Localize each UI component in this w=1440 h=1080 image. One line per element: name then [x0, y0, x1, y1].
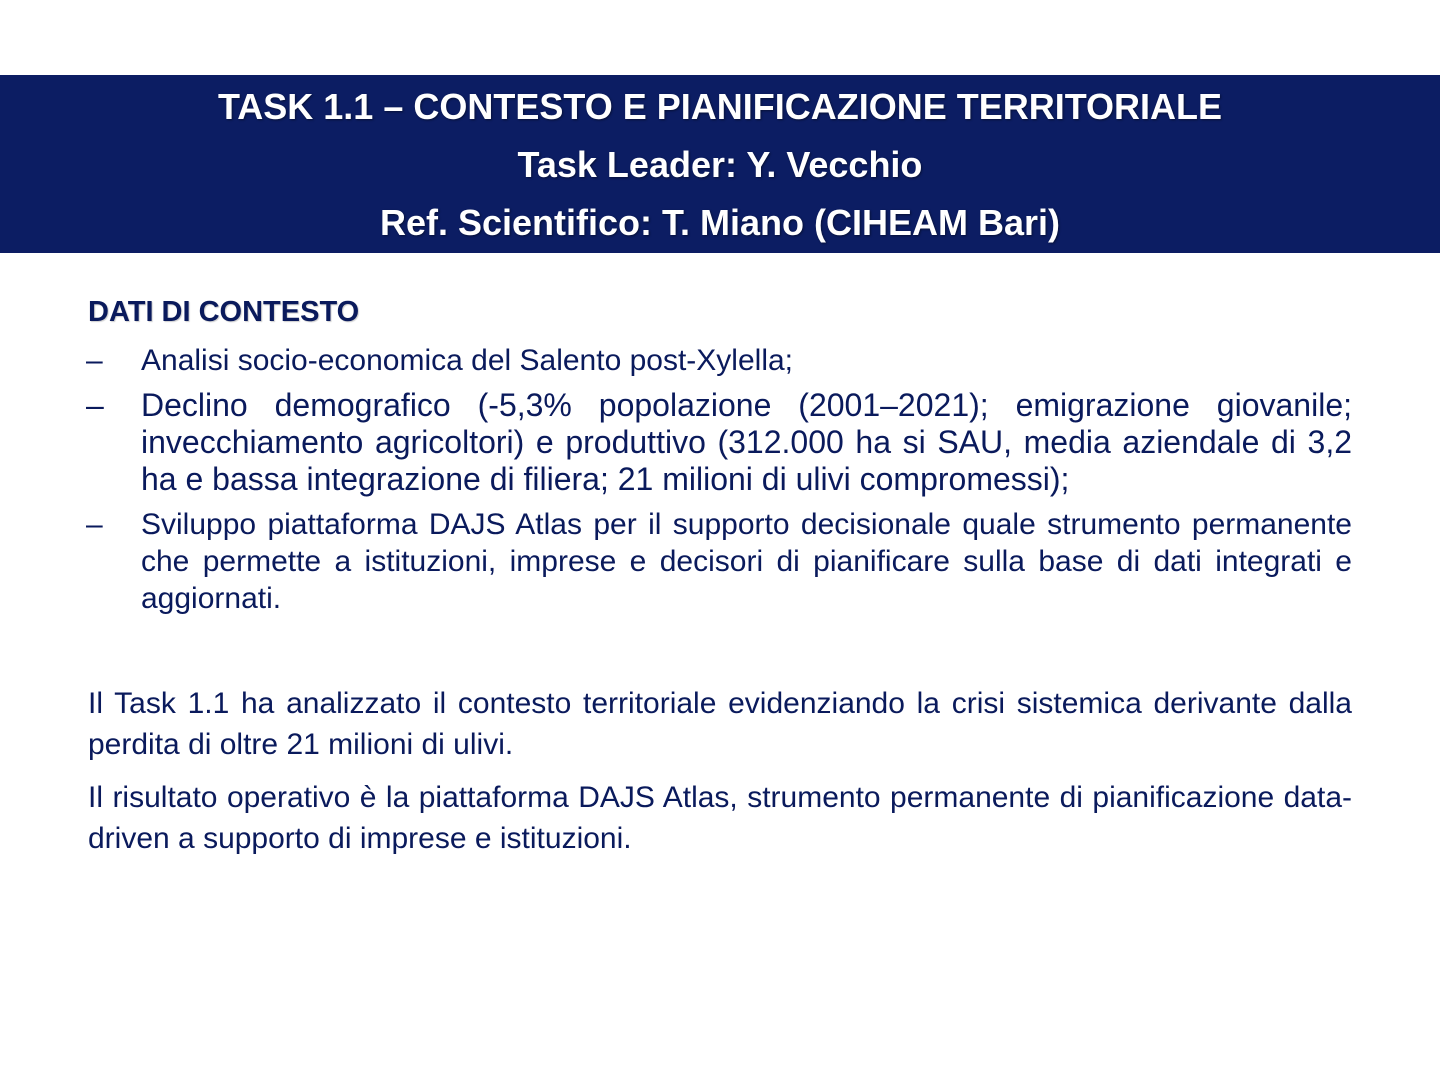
- summary-paragraph: Il Task 1.1 ha analizzato il contesto territoriale evidenziando la crisi sistemica derivante dalla perdita di oltre 21 milioni di ulivi.: [88, 687, 1352, 761]
- dash-bullet-icon: –: [86, 344, 103, 377]
- bullet-text: Sviluppo piattaforma DAJS Atlas per il supporto decisionale quale strumento permanente che permette a istituzioni, imprese e decisori di pianificare sulla base di dati integrati e aggiornati.: [141, 508, 1352, 615]
- slide-body: [88, 292, 1352, 871]
- dash-bullet-icon: –: [86, 387, 104, 423]
- list-item: [88, 387, 1352, 498]
- result-paragraph: Il risultato operativo è la piattaforma DAJS Atlas, strumento permanente di pianificazione data-driven a supporto di imprese e istituzioni.: [88, 781, 1352, 855]
- task-leader-line: Task Leader: Y. Vecchio: [517, 144, 923, 185]
- list-item: [88, 506, 1352, 617]
- section-heading: DATI DI CONTESTO: [88, 296, 360, 328]
- context-bullet-list: [88, 342, 1352, 617]
- title-banner: [0, 75, 1440, 253]
- bullet-text: Declino demografico (-5,3% popolazione (2001–2021); emigrazione giovanile; invecchiamento agricoltori) e produttivo (312.000 ha si SAU, media aziendale di 3,2 ha e bassa integrazione di filiera; 21 milioni di ulivi compromessi);: [141, 387, 1352, 497]
- bullet-text: Analisi socio-economica del Salento post-Xylella;: [141, 344, 794, 377]
- list-item: [88, 342, 1352, 379]
- slide-title: TASK 1.1 – CONTESTO E PIANIFICAZIONE TERRITORIALE: [217, 86, 1223, 127]
- scientific-reference-line: Ref. Scientifico: T. Miano (CIHEAM Bari): [379, 202, 1061, 243]
- dash-bullet-icon: –: [86, 508, 103, 541]
